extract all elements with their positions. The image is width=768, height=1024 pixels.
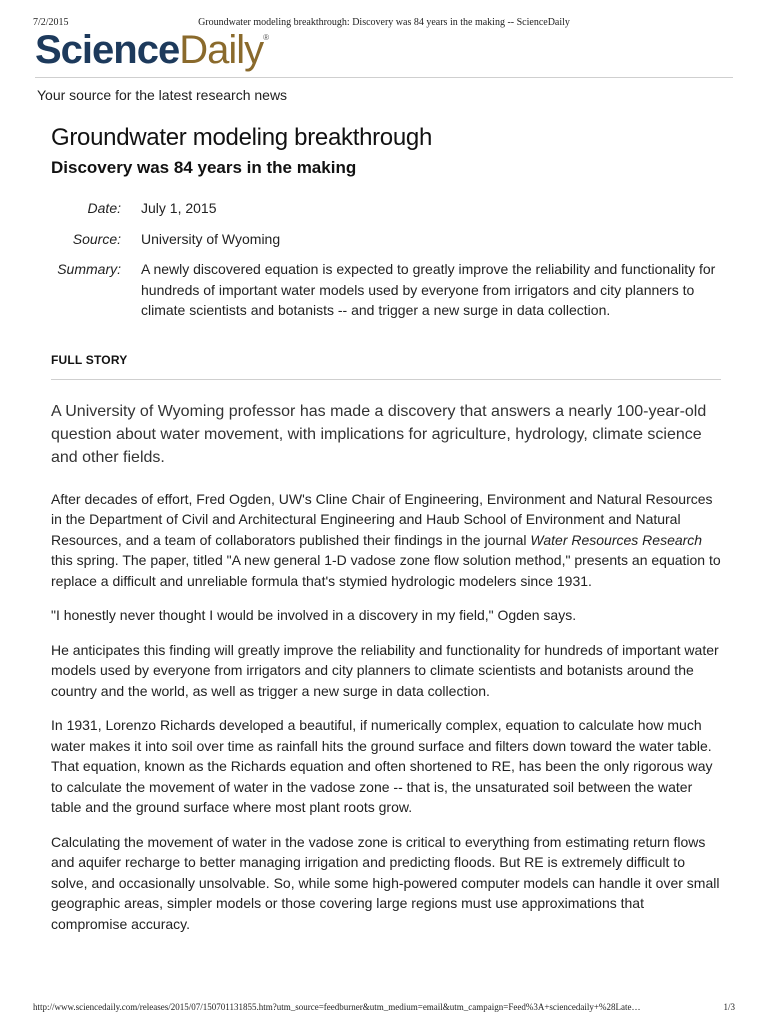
full-story-label: FULL STORY xyxy=(51,352,128,367)
p1-text-before: After decades of effort, Fred Ogden, UW's Cline Chair of Engineering, Environment and Natural Resources in the Department of Civil and Architectural Engineering and Haub School of Environment and Natural Resources, and a team of collaborators published their findings in the journal xyxy=(51,490,713,548)
article-paragraph: He anticipates this finding will greatly improve the reliability and functionality for hundreds of important water models used by everyone from irrigators and city planners to climate scientists and botanists around the country and the world, as well as trigger a new surge in data collection. xyxy=(51,641,719,699)
article-paragraph: "I honestly never thought I would be involved in a discovery in my field," Ogden says. xyxy=(51,607,577,623)
article-lead: A University of Wyoming professor has made a discovery that answers a nearly 100-year-old question about water movement, with implications for agriculture, hydrology, climate science and other fields. xyxy=(51,402,707,466)
sciencedaily-logo[interactable] xyxy=(35,30,268,70)
meta-summary-row xyxy=(51,259,721,321)
print-date: 7/2/2015 xyxy=(33,17,69,28)
meta-date-row xyxy=(51,198,721,219)
story-divider xyxy=(51,379,721,380)
site-tagline: Your source for the latest research news xyxy=(37,87,288,103)
meta-summary-value: A newly discovered equation is expected to greatly improve the reliability and functionality for hundreds of important water models used by everyone from irrigators and city planners to climate scientists and botanists -- and trigger a new surge in data collection. xyxy=(141,261,716,318)
article-meta xyxy=(51,198,721,321)
registered-mark: ® xyxy=(263,33,269,42)
meta-source-value: University of Wyoming xyxy=(141,230,281,247)
header-divider xyxy=(35,77,733,78)
p1-text-after: this spring. The paper, titled "A new general 1-D vadose zone flow solution method," presents an equation to replace a difficult and unreliable formula that's stymied hydrologic modelers since 1931. xyxy=(51,552,721,589)
meta-source-label: Source: xyxy=(72,230,121,247)
print-page-title: Groundwater modeling breakthrough: Discovery was 84 years in the making -- ScienceDaily xyxy=(198,17,570,28)
meta-summary-label: Summary: xyxy=(57,261,121,277)
page-number: 1/3 xyxy=(723,1002,735,1012)
article-subhead: Discovery was 84 years in the making xyxy=(51,158,357,177)
article-headline: Groundwater modeling breakthrough xyxy=(51,124,433,151)
meta-date-label: Date: xyxy=(87,200,121,216)
article-paragraph: In 1931, Lorenzo Richards developed a beautiful, if numerically complex, equation to calculate how much water makes it into soil over time as rainfall hits the ground surface and filters down toward the water table. That equation, known as the Richards equation and often shortened to RE, has been the only rigorous way to calculate the movement of water in the vadose zone -- that is, the unsaturated soil between the water table and the ground surface where most plant roots grow. xyxy=(51,717,713,815)
article xyxy=(51,124,721,948)
meta-source-row xyxy=(51,229,721,250)
journal-name: Water Resources Research xyxy=(530,531,703,548)
logo-daily-text: Daily xyxy=(179,28,264,72)
logo-science-text: Science xyxy=(35,28,180,72)
meta-date-value: July 1, 2015 xyxy=(141,200,217,216)
article-paragraph: Calculating the movement of water in the vadose zone is critical to everything from estimating return flows and aquifer recharge to better managing irrigation and predicting floods. But RE is extremely difficult to solve, and occasionally unsolvable. So, while some high-powered computer models can handle it over small geographic areas, simpler models or those covering large regions must use approximations that compromise accuracy. xyxy=(51,833,720,932)
article-paragraph xyxy=(51,489,721,592)
print-url: http://www.sciencedaily.com/releases/2015/07/150701131855.htm?utm_source=feedburner&utm_medium=email&utm_campaign=Feed%3A+sciencedaily+%28Late… xyxy=(33,1002,641,1012)
